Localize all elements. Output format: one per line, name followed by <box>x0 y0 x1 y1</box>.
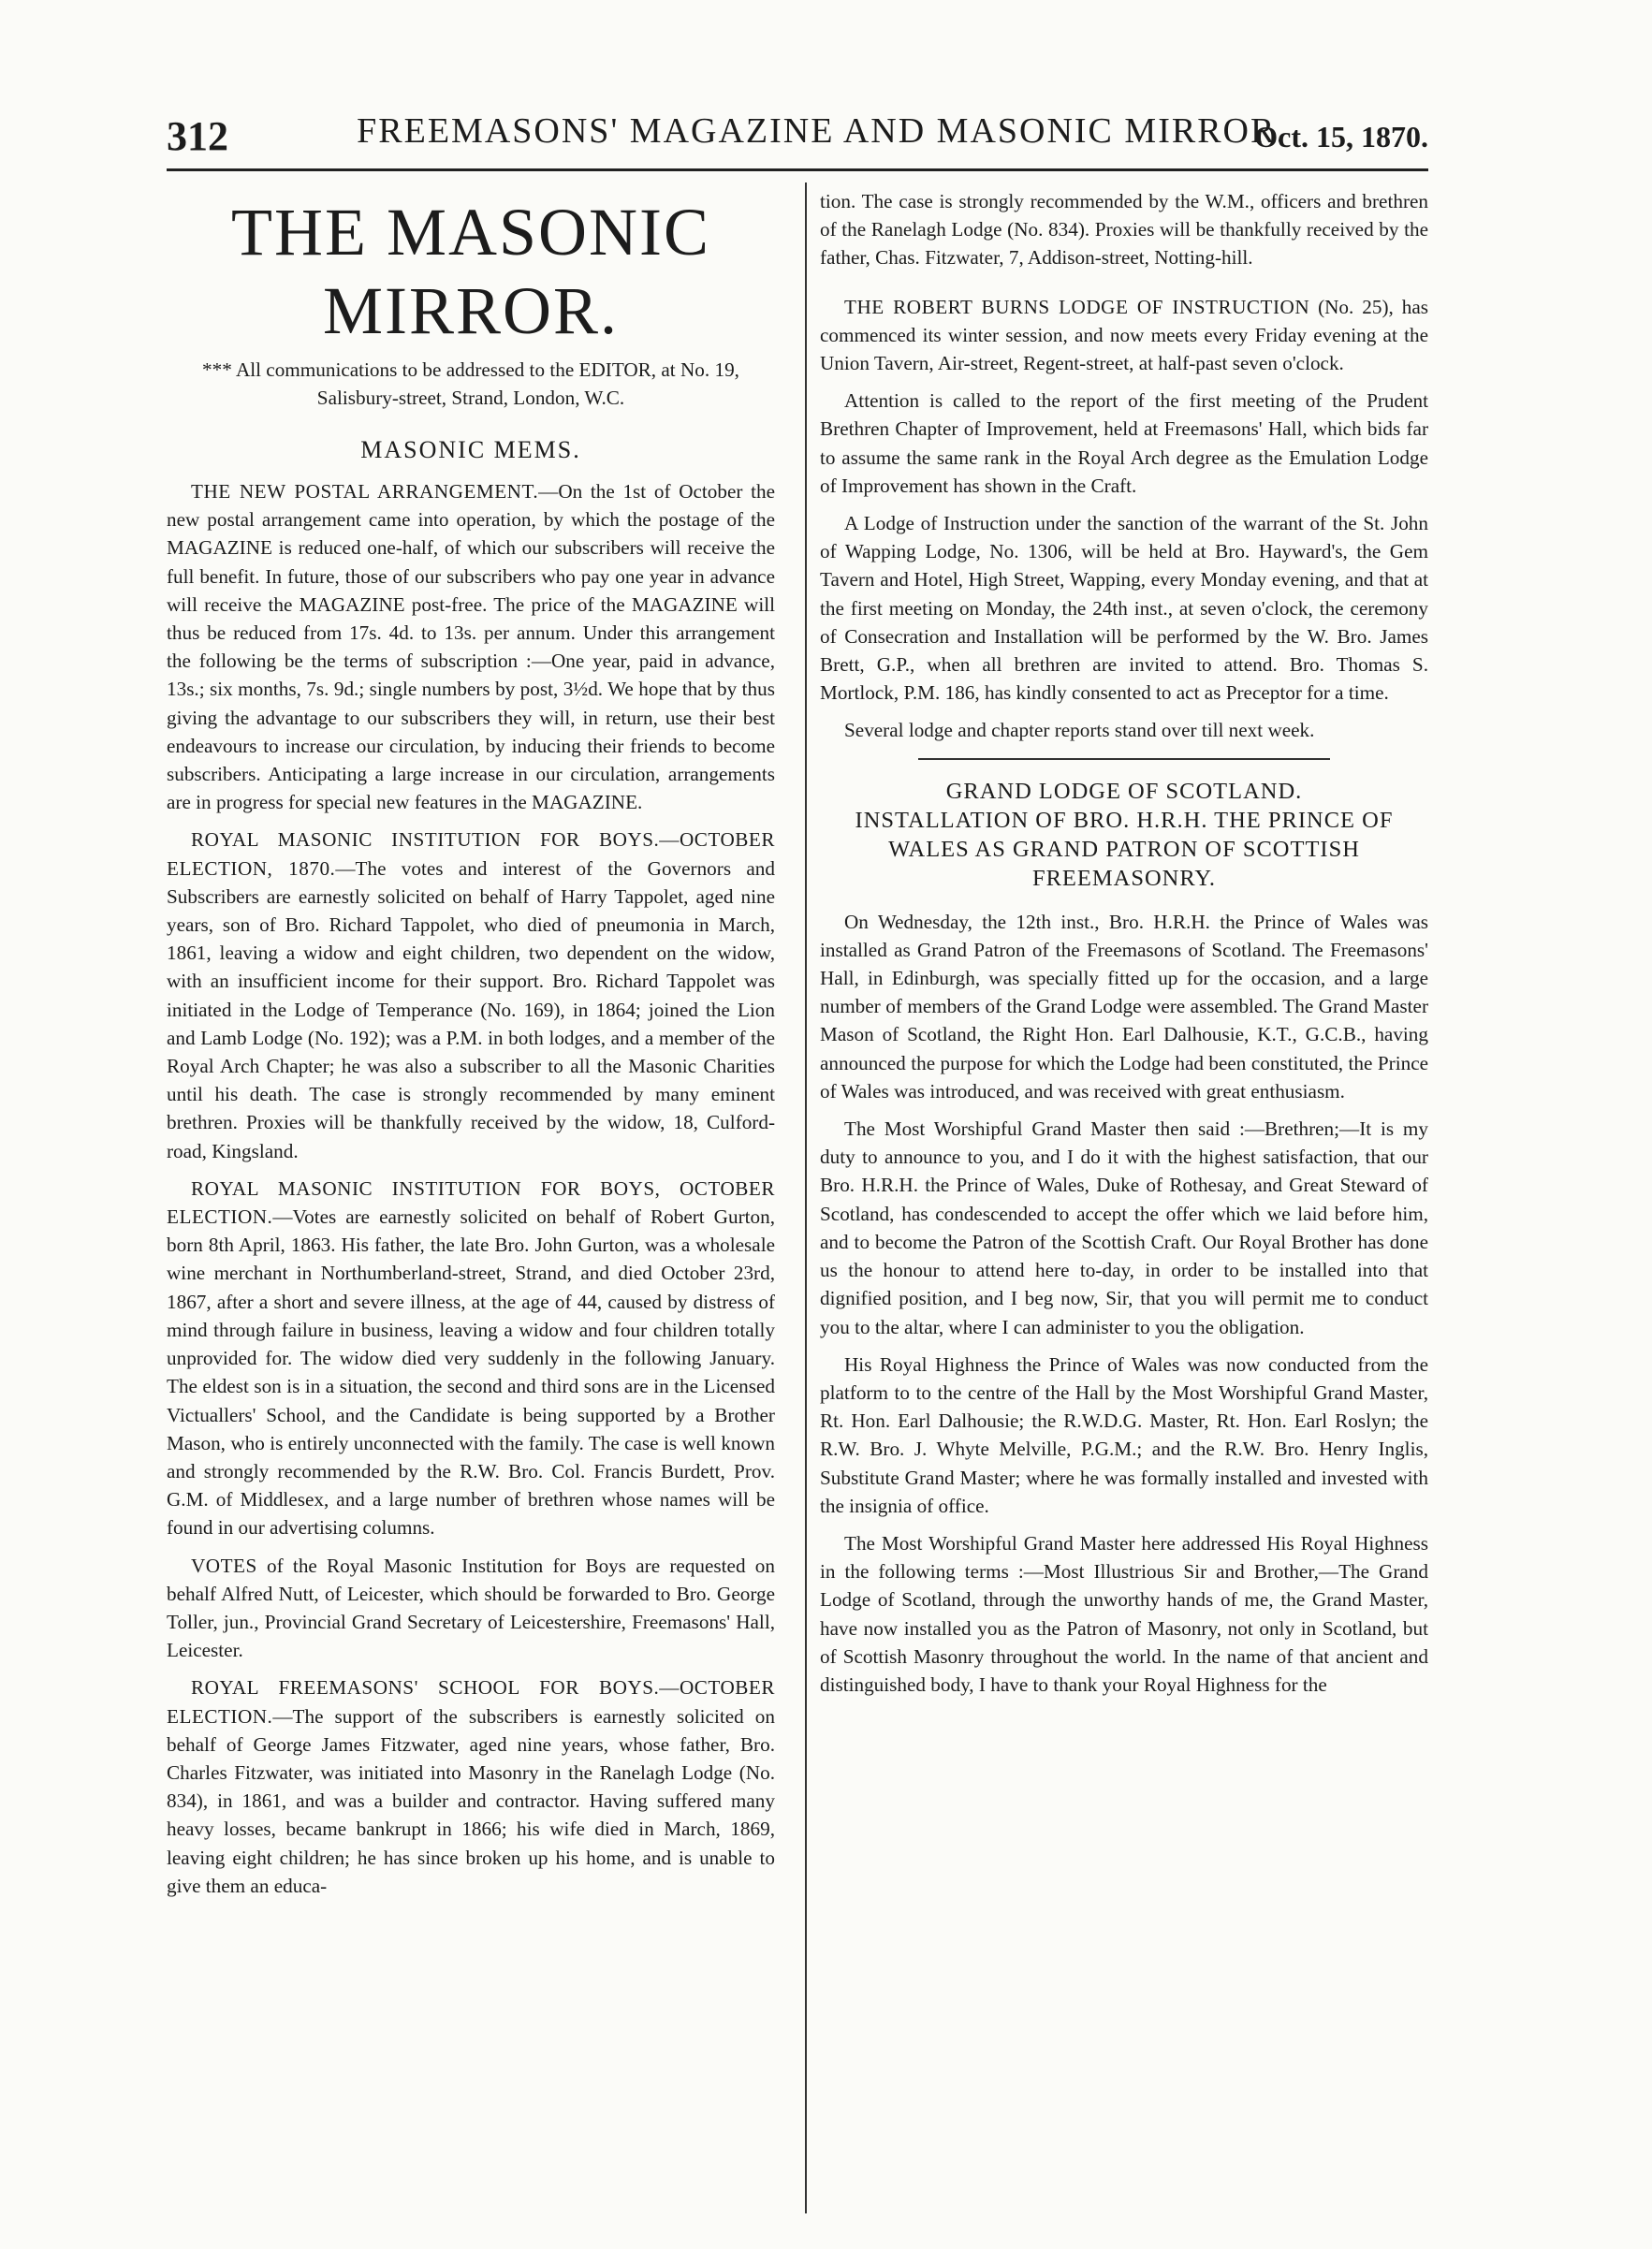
article-postal-arrangement <box>167 477 775 816</box>
article-wapping-lodge: A Lodge of Instruction under the sanction of the warrant of the St. John of Wapping Lodge, No. 1306, will be held at Bro. Hayward's, the Gem Tavern and Hotel, High Street, Wapping, every Monday evening, and that at the first meeting on Monday, the 24th inst., at seven o'clock, the ceremony of Consecration and Installation will be performed by the W. Bro. James Brett, G.P., when all brethren are invited to attend. Bro. Thomas S. Mortlock, P.M. 186, has kindly consented to act as Preceptor for a time. <box>820 512 1428 705</box>
article-lead: ROYAL MASONIC INSTITUTION FOR BOYS, OCTOBER ELECTION. <box>167 1176 775 1229</box>
issue-date: Oct. 15, 1870. <box>1254 120 1428 153</box>
grand-lodge-title-line: GRAND LODGE OF SCOTLAND. <box>945 778 1303 804</box>
article-body: —Votes are earnestly solicited on behalf of Robert Gurton, born 8th April, 1863. His father, the late Bro. John Gurton, was a wholesale wine merchant in Northumberland-street, Strand, and died October 23rd, 1867, after a short and severe illness, at the age of 44, caused by distress of mind through failure in business, leaving a widow and four children totally unprovided for. The widow died very suddenly in the following January. The eldest son is in a situation, the second and third sons are in the Licensed Victuallers' School, and the Candidate is being supported by a Brother Mason, who is entirely unconnected with the family. The case is well known and strongly recommended by the R.W. Bro. Col. Francis Burdett, Prov. G.M. of Middlesex, and a large number of brethren whose names will be found in our advertising columns. <box>167 1205 775 1540</box>
article-lead: THE NEW POSTAL ARRANGEMENT. <box>191 480 539 503</box>
right-column <box>820 187 1428 2209</box>
article-tappolet <box>167 825 775 1164</box>
grand-lodge-subtitle: INSTALLATION OF BRO. H.R.H. THE PRINCE OF WALES AS GRAND PATRON OF SCOTTISH FREEMASONRY. <box>855 807 1394 891</box>
article-prudent-brethren: Attention is called to the report of the first meeting of the Prudent Brethren Chapter of Improvement, held at Freemasons' Hall, which bids far to assume the same rank in the Royal Arch degree as the Emulation Lodge of Improvement has shown in the Craft. <box>820 389 1428 497</box>
article-gurton <box>167 1175 775 1542</box>
section-heading: MASONIC MEMS. <box>360 436 581 463</box>
grand-lodge-title <box>820 777 1428 893</box>
editor-notice: *** All communications to be addressed to the EDITOR, at No. 19, Salisbury-street, Strand, London, W.C. <box>202 358 739 409</box>
article-body: —On the 1st of October the new postal arrangement came into operation, by which the postage of the MAGAZINE is reduced one-half, of which our subscribers will receive the full benefit. In future, those of our subscribers who pay one year in advance will receive the MAGAZINE post-free. The price of the MAGAZINE will thus be reduced from 17s. 4d. to 13s. per annum. Under this arrangement the following be the terms of subscription :—One year, paid in advance, 13s.; six months, 7s. 9d.; single numbers by post, 3½d. We hope that by thus giving the advantage to our subscribers they will, in return, use their best endeavours to increase our circulation, by inducing their friends to become subscribers. Anticipating a large increase in our circulation, arrangements are in progress for special new features in the MAGAZINE. <box>167 480 775 814</box>
article-lead: THE ROBERT BURNS LODGE OF INSTRUCTION <box>844 295 1310 318</box>
article-robert-burns <box>820 293 1428 378</box>
article-fitzwater <box>167 1673 775 1900</box>
column-divider <box>805 183 807 2213</box>
article-lead: VOTES <box>191 1554 257 1577</box>
article-grand-master-address: The Most Worshipful Grand Master here addressed His Royal Highness in the following terms :—Most Illustrious Sir and Brother,—The Grand Lodge of Scotland, through the unworthy hands of me, the Grand Master, have now installed you as the Patron of Masonry, not only in Scotland, but of Scottish Masonry throughout the world. In the name of that ancient and distinguished body, I have to thank your Royal Highness for the <box>820 1531 1428 1696</box>
running-header <box>167 110 1428 171</box>
masthead: THE MASONIC MIRROR. <box>230 195 710 348</box>
article-fitzwater-cont: tion. The case is strongly recommended by the W.M., officers and brethren of the Ranelagh Lodge (No. 834). Proxies will be thankfully received by the father, Chas. Fitzwater, 7, Addison-street, Notting-hill. <box>820 190 1428 270</box>
running-title: FREEMASONS' MAGAZINE AND MASONIC MIRROR. <box>357 111 1287 151</box>
article-installation: On Wednesday, the 12th inst., Bro. H.R.H. the Prince of Wales was installed as Grand Patron of the Freemasons of Scotland. The Freemasons' Hall, in Edinburgh, was specially fitted up for the occasion, and a large number of members of the Grand Lodge were assembled. The Grand Master Mason of Scotland, the Right Hon. Earl Dalhousie, K.T., G.C.B., having announced the purpose for which the Lodge had been constituted, the Prince of Wales was introduced, and was received with great enthusiasm. <box>820 910 1428 1103</box>
article-nutt <box>167 1552 775 1665</box>
article-lead: ROYAL MASONIC INSTITUTION FOR BOYS.—OCTOBER ELECTION, 1870. <box>167 828 775 880</box>
page-number: 312 <box>167 113 228 159</box>
article-body: —The support of the subscribers is earnestly solicited on behalf of George James Fitzwater, aged nine years, whose father, Bro. Charles Fitzwater, was initiated into Masonry in the Ranelagh Lodge (No. 834), in 1861, and was a builder and contractor. Having suffered many heavy losses, became bankrupt in 1866; his wife died in March, 1869, leaving eight children; he has since broken up his home, and is unable to give them an educa- <box>167 1704 775 1897</box>
article-body: of the Royal Masonic Institution for Boys are requested on behalf Alfred Nutt, of Leicester, which should be forwarded to Bro. George Toller, jun., Provincial Grand Secretary of Leicestershire, Freemasons' Hall, Leicester. <box>167 1554 775 1662</box>
section-rule <box>918 758 1330 760</box>
article-prince-conducted: His Royal Highness the Prince of Wales was now conducted from the platform to to the centre of the Hall by the Most Worshipful Grand Master, Rt. Hon. Earl Dalhousie; the R.W.D.G. Master, Rt. Hon. Earl Roslyn; the R.W. Bro. J. Whyte Melville, P.G.M.; and the R.W. Bro. Henry Inglis, Substitute Grand Master; where he was formally installed and invested with the insignia of office. <box>820 1352 1428 1517</box>
article-reports-notice: Several lodge and chapter reports stand over till next week. <box>844 719 1315 742</box>
left-column <box>167 187 775 2209</box>
article-body: (No. 25), has commenced its winter session, and now meets every Friday evening at the Union Tavern, Air-street, Regent-street, at half-past seven o'clock. <box>820 295 1428 375</box>
article-body: —The votes and interest of the Governors and Subscribers are earnestly solicited on behalf of Harry Tappolet, aged nine years, son of Bro. Richard Tappolet, who died of pneumonia in March, 1861, leaving a widow and eight children, two dependent on the widow, with an insufficient income for their support. Bro. Richard Tappolet was initiated in the Lodge of Temperance (No. 169), in 1864; joined the Lion and Lamb Lodge (No. 192); was a P.M. in both lodges, and a member of the Royal Arch Chapter; he was also a subscriber to all the Masonic Charities until his death. The case is strongly recommended by many eminent brethren. Proxies will be thankfully received by the widow, 18, Culford-road, Kingsland. <box>167 856 775 1162</box>
article-lead: ROYAL FREEMASONS' SCHOOL FOR BOYS.—OCTOBER ELECTION. <box>167 1676 775 1728</box>
article-grand-master-speech: The Most Worshipful Grand Master then said :—Brethren;—It is my duty to announce to you, and I do it with the highest satisfaction, that our Bro. H.R.H. the Prince of Wales, Duke of Rothesay, and Great Steward of Scotland, has condescended to accept the offer which we laid before him, and to become the Patron of the Scottish Craft. Our Royal Brother has done us the honour to attend here to-day, in order to be installed into that dignified position, and I beg now, Sir, that you will permit me to conduct you to the altar, where I can administer to you the obligation. <box>820 1117 1428 1338</box>
